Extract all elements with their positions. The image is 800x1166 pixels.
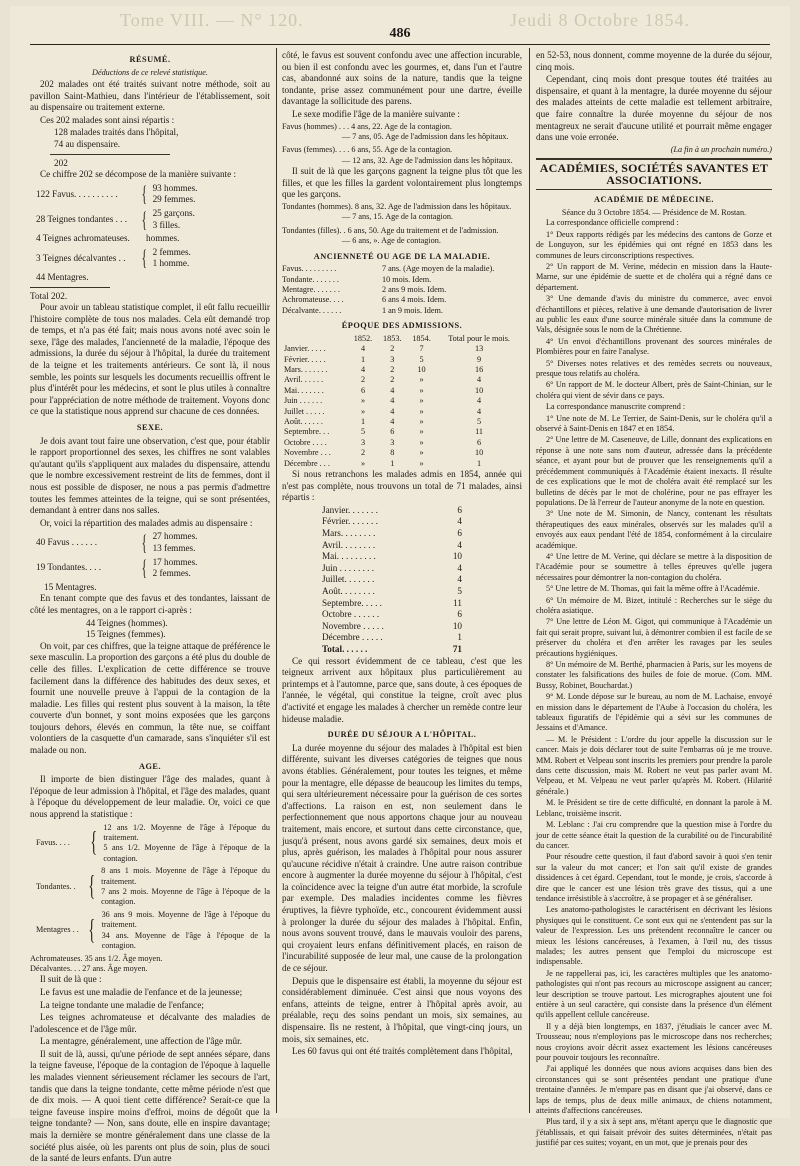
section-title-age: AGE. [138,761,162,771]
brace-glyph: { [88,871,95,903]
list-item: 2° Un rapport de M. Verine, médecin en mission dans la Haute-Marne, sur une épidémie de suette et de choléra qui a régné dans ce département. [536,261,772,292]
paragraph: La correspondance manuscrite comprend : [546,402,686,412]
month-label: Décembre . . . . . [322,632,383,643]
table-cell: 3 [360,437,366,447]
table-cell: 5 [419,354,424,364]
group-item: 7 ans 2 mois. Moyenne de l'âge à l'époque de la contagion. [101,887,270,907]
table-cell: 4 [390,417,395,427]
paragraph: Il suit de là que : [40,974,102,985]
table-cell: Mars. . . . . . . [284,365,328,375]
table-cell: Décembre . . . [284,458,330,468]
table-cell: Avril. . . . . . [284,375,324,385]
anciennete-value: 1 an 9 mois. Idem. [382,305,443,315]
paragraph: J'ai appliqué les données que nous avions acquises dans bien des circonstances qui se sont présentées pendant une pratique d'une trentaine d'années. Je m'empare pas en disant que j'ai observé, dans ce laps de temps, plus de deux mille animaux, de chiens notamment, atteints d'affections cancéreuses. [536,1064,772,1116]
month-row [282,540,462,552]
list-item: 2° Une lettre de M. Caseneuve, de Lille, donnant des explications en réponse à une note sans nom d'auteur, adressée dans la précédente séance, et ayant pour but de prouver que les renseignements qu'il a précédemment communiqués à l'Académie étaient inexacts. Il résulte de ces explications que le mot de choléra avait été remplacé sur les bulletins de décès par le mot de cholérine, pour ne pas effrayer les populations. De là l'erreur de l'auteur anonyme de la note en question. [536,435,772,507]
month-label: Mai. . . . . . . . . [322,551,376,562]
total-line: Total 202. [30,290,68,301]
paragraph: Le sexe modifie l'âge de la manière suivante : [292,108,460,119]
table-cell: » [419,427,424,437]
table-cell: 6 [477,437,482,447]
table-cell: » [360,406,366,416]
suite-note: (La fin à un prochain numéro.) [670,144,772,154]
page-number: 486 [389,26,411,41]
month-value: 6 [457,609,462,620]
table-cell: 4 [390,385,395,395]
paragraph: Les anatomo-pathologistes le caractérisent en décrivant les lésions physiques qui le constituent. Ce sont eux qui ne s'entendent pas sur la valeur de l'expression. Les uns prétendent reconnaître le cancer ou mieux les lésions cancéreuses, à l'examen, à l'œil nu, des tissus malades; les autres pensent que l'emploi du microscope est indispensable. [536,905,772,967]
decalv-line: Décalvantes. . . 27 ans. Âge moyen. [30,963,148,973]
month-value: 4 [457,562,462,573]
paragraph: Plus tard, il y a six à sept ans, m'étant aperçu que le diagnostic que j'établissais, et qui faisait prévoir des suites déterminées, n'était pas justifié par ces suites; voyant, en un mot, que je prenais pour des [536,1117,772,1148]
month-value: 10 [452,551,462,562]
month-row [282,632,462,644]
table-cell: 2 [390,365,395,375]
anciennete-row [282,285,522,295]
table-cell: Octobre . . . . [284,437,327,447]
group-items [153,557,198,580]
table-row [282,459,522,469]
anciennete-row [282,275,522,285]
group-item: 25 garçons. [152,207,195,218]
section-rule [536,189,772,190]
month-value: 11 [453,597,462,608]
table-cell: 3 [390,354,395,364]
age-line: Favus (hommes) . . . 4 ans, 22. Age de la contagion. [282,121,452,131]
paragraph: La teigne tondante une maladie de l'enfance; [40,999,204,1010]
paragraph: La correspondance officielle comprend : [546,218,679,228]
list-item: 1° Deux rapports rédigés par les médecins des cantons de Gorze et de Longuyon, sur les épidémies qui ont régné en 1853 dans les communes de leurs circonscriptions respectives. [536,229,772,260]
paragraph: Le favus est une maladie de l'enfance et de la jeunesse; [40,986,243,997]
table-cell: 2 [390,344,395,354]
month-row [282,516,462,528]
tondantes-filles [282,226,522,247]
table-cell: 5 [360,427,366,437]
header-rule [30,44,770,45]
list-item: 4° Une lettre de M. Verine, qui déclare se mettre à la disposition de l'Académie pour se soumettre à telles épreuves qu'elle jugera nécessaires pour démontrer la non-contagion du choléra. [536,551,772,582]
total-value: 71 [452,644,462,654]
paragraph: Pour avoir un tableau statistique complet, il eût fallu recueillir l'histoire complète de tous nos malades. Cela eût demandé trop de temps, et n'a pas été fait; mais nous avons noté avec soin le sexe, l'âge des malades, l'ancienneté de la maladie, l'époque des admissions, la durée du séjour à l'hôpital, la durée du traitement de la teigne et les traitements antérieurs. Ce sont là, il nous semble, les points sur lesquels les documents recueillis offrent le plus d'intérêt pour les médecins, et sont le plus utiles à connaître pour l'appréciation de notre méthode de traitement. Voyons donc ce que la statistique nous apprend sur chacune de ces données. [30,302,270,417]
month-value: 5 [457,586,462,597]
age-line: Favus (femmes). . . . 6 ans, 55. Age de la contagion. [282,145,453,155]
paragraph: Pour résoudre cette question, il faut d'abord savoir à quoi s'en tenir sur la valeur du mot cancer; et l'on sait qu'il existe de grandes dissidences à cet égard. Cependant, tout le monde, je crois, s'accorde à dire que le cancer est une lésion très grave des tissus, qui a une tendance irrésistible à s'accroître, à se propager et à se généraliser. [536,852,772,903]
table-cell: Septembre. . . [284,427,330,437]
anciennete-row [282,295,522,305]
month-label: Mars. . . . . . . . [322,528,376,539]
group-item: 29 femmes. [152,194,196,205]
table-row [282,407,522,417]
group-item: hommes. [146,233,180,244]
anciennete-value: 7 ans. (Age moyen de la maladie). [382,264,495,274]
group-item: 17 hommes. [152,556,198,567]
month-value: 6 [457,504,462,515]
seance-line: Séance du 3 Octobre 1854. — Présidence de M. Rostan. [561,207,747,217]
age-line: — 6 ans, ». Age de contagion. [342,236,441,246]
tondantes-garcons [282,202,522,223]
group-label: 40 Favus . . . . . . [36,537,97,548]
table-cell: 4 [477,406,482,416]
group-label: 3 Teignes décalvantes . . [36,252,126,263]
paragraph: Il importe de bien distinguer l'âge des malades, quant à l'époque de leur admission à l'hôpital, et l'âge des malades, quant à l'époque du développement de leur maladie. Or, voici ce que nous apprend la statistique : [30,774,270,820]
table-header-cell: 1854. [412,333,431,343]
month-label: Octobre . . . . . . [322,609,380,620]
repartition-item: 74 au dispensaire. [54,138,121,149]
table-cell: 13 [474,344,484,354]
brace-glyph: { [141,555,147,581]
brace-glyph: { [141,181,147,207]
group-label: 122 Favus. . . . . . . . . . [36,188,118,199]
section-rule [536,158,772,160]
list-item: 7° Une lettre de Léon M. Gigot, qui communique à l'Académie un fait qui serait propre, suivant lui, à démontrer combien il est facile de se préserver du choléra et d'en arrêter les ravages par les seules précautions hygiéniques. [536,617,772,658]
table-cell: 2 [390,375,395,385]
list-item: 1° Une note de M. Le Terrier, de Saint-Denis, sur le choléra qu'il a observé à Saint-Denis en 1847 et en 1854. [536,413,772,434]
group-items [101,866,270,908]
table-cell: » [419,458,424,468]
admissions-table [282,334,522,469]
repartition-list [30,127,270,150]
table-cell: 7 [419,344,424,354]
table-cell: Février. . . . . [284,354,326,364]
age-line: — 7 ans, 15. Age de la contagion. [342,212,453,222]
mentagres-line: 15 Mentagres. [44,581,97,592]
ratio-line: 44 Teignes (hommes). [86,617,168,628]
table-cell: 4 [390,396,395,406]
table-cell: » [419,417,424,427]
table-cell: 4 [360,365,366,375]
group-items [146,233,179,245]
list-item: 5° Une lettre de M. Thomas, qui fait la même offre à l'Académie. [546,584,760,594]
table-header-cell [282,334,348,344]
paragraph: Je dois avant tout faire une observation, c'est que, pour établir le rapport proportionnel des sexes, les chiffres ne sont valables qu'autant qu'ils s'appliquent aux malades du dispensaire, attendu que le nombre excessivement restreint de lits de femmes, dont il nous est possible de disposer, ne nous a pas permis d'admettre toutes les femmes atteintes de la teigne, qui se sont présentées, demandant à entrer dans nos salles. [30,435,270,516]
achrom-line: Achromateuses. 35 ans 1/2. Âge moyen. [30,953,163,963]
group-label: Mentagres . . [36,925,79,935]
group-item: 13 femmes. [152,542,196,553]
total-label: Total. . . . . . [322,644,368,654]
table-row [282,438,522,448]
month-row [282,586,462,598]
table-cell: » [419,375,424,385]
brace-group [36,208,270,231]
group-label: Tondantes. . [36,881,76,891]
group-item: 36 ans 9 mois. Moyenne de l'âge à l'époque du traitement. [101,909,270,930]
dispensaire-list [30,531,270,579]
table-cell: 1 [360,354,366,364]
brace-group [36,247,270,270]
table-row [282,386,522,396]
list-item: 3° Une note de M. Simonin, de Nancy, contenant les résultats thérapeutiques des eaux minérales, observés sur les malades qu'il a envoyés aux eaux pendant l'été de 1854, conformément à la circulaire académique. [536,509,772,550]
age-line: — 12 ans, 32. Age de l'admission dans les hôpitaux. [342,155,513,165]
table-cell: Mai. . . . . . . [284,385,324,395]
column-divider [529,48,530,1113]
month-value: 4 [457,539,462,550]
group-item: 5 ans 1/2. Moyenne de l'âge à l'époque de la contagion. [103,843,270,863]
table-cell: 2 [360,375,366,385]
table-cell: 10 [474,385,484,395]
list-item: 6° Un mémoire de M. Bizet, intitulé : Recherches sur le siège du choléra asiatique. [536,595,772,615]
paragraph: Ce qui ressort évidemment de ce tableau, c'est que les teigneux arrivent aux hôpitaux plus particulièrement au printemps et à l'automne, parce que, sans doute, à ces époques de l'année, le végétal, qui constitue la teigne, croît avec plus d'activité et engage les malades à chercher un remède contre leur hideuse maladie. [282,655,522,724]
brace-group [36,233,270,245]
table-row [282,365,522,375]
group-label: 4 Teignes achromateuses. [36,233,130,244]
decomposition-list [30,183,270,284]
anciennete-label: Favus. . . . . . . . . [282,264,337,274]
table-cell: » [360,396,366,406]
table-cell: 6 [360,385,366,395]
paragraph: en 52-53, nous donnent, comme moyenne de la durée du séjour, cinq mois. [536,50,772,72]
group-items [153,531,198,554]
list-item: 8° Un mémoire de M. Berthé, pharmacien à Paris, sur les moyens de constater les falsifications des huiles de foie de morue. (Com. MM. Bussy, Robinet, Bouchardat.) [536,660,772,690]
favus-femmes [282,145,522,166]
academie-subheading: ACADÉMIE DE MÉDECINE. [594,195,714,205]
group-item: 27 hommes. [152,531,198,542]
monthly-totals [282,505,522,644]
brace-glyph: { [141,245,147,271]
group-item: 2 femmes. [152,246,191,257]
month-value: 4 [457,516,462,527]
repartition-item: 128 malades traités dans l'hôpital, [54,127,179,138]
month-value: 10 [452,620,462,631]
sum-rule [30,287,110,288]
favus-hommes [282,122,522,143]
list-item: 3° Une demande d'avis du ministre du commerce, avec envoi d'échantillons et pièces, relative à une demande d'autorisation de livrer au public les eaux d'une source minérale située dans la commune de Vals, désignée sous le nom de la Chrétienne. [536,294,772,335]
anciennete-row [282,306,522,316]
month-value: 1 [457,632,462,643]
section-title-epoque: ÉPOQUE DES ADMISSIONS. [341,321,463,331]
group-item: 3 filles. [152,219,181,230]
table-cell: Juillet . . . . . [284,406,325,416]
paragraph: Les teignes achromateuse et décalvante des maladies de l'adolescence et de l'âge mûr. [30,1012,270,1034]
table-cell: » [419,406,424,416]
month-label: Août. . . . . . . . [322,586,375,597]
paragraph: La mentagre, généralement, une affection de l'âge mûr. [40,1036,242,1047]
anciennete-label: Achromateuse. . . . [282,295,344,305]
month-value: 4 [457,574,462,585]
left-column [30,50,270,1166]
paragraph: 202 malades ont été traités suivant notre méthode, soit au pavillon Saint-Mathieu, dans l'intérieur de l'établissement, soit au dispensaire ou traitement externe. [30,79,270,113]
table-row [282,355,522,365]
paragraph: — M. le Président : L'ordre du jour appelle la discussion sur le cancer. Mais je dois déclarer tout de suite l'embarras où je me trouve. MM. Robert et Velpeau sont inscrits les premiers pour prendre la parole dans cette discussion, mais M. Robert ne veut pas parler avant M. Velpeau, et M. Velpeau ne veut parler qu'après M. Robert. (Hilarité générale.) [536,734,772,796]
paragraph: Ce chiffre 202 se décompose de la manière suivante : [40,169,237,180]
table-cell: 9 [477,354,482,364]
month-label: Juin . . . . . . . . [322,562,375,573]
paragraph: Il y a déjà bien longtemps, en 1837, j'étudiais le cancer avec M. Trousseau; nous n'employions pas le microscope dans nos recherches; nous croyions avoir décrit assez exactement les lésions cancéreuses pour pouvoir toujours les reconnaître. [536,1021,772,1063]
paragraph: Ces 202 malades sont ainsi répartis : [40,114,175,125]
table-cell: 1 [360,417,366,427]
month-label: Septembre. . . . . [322,597,382,608]
brace-group [36,557,270,580]
section-title-anciennete: ANCIENNETÉ OU AGE DE LA MALADIE. [313,251,491,261]
group-items [102,910,270,952]
table-header-cell: Total pour le mois. [448,333,510,343]
table-cell: » [419,437,424,447]
list-item: 6° Un rapport de M. le docteur Albert, près de Saint-Chinian, sur le choléra qui vient de sévir dans ce pays. [536,380,772,400]
paragraph: M. Leblanc : J'ai cru comprendre que la question mise à l'ordre du jour de cette séance était la question de la curabilité ou de l'incurabilité du cancer. [536,820,772,850]
academies-heading: ACADÉMIES, SOCIÉTÉS SAVANTES ET ASSOCIATIONS. [539,161,769,187]
paragraph: M. le Président se tire de cette difficulté, en donnant la parole à M. Leblanc, troisième inscrit. [536,798,772,818]
table-cell: 4 [477,375,482,385]
resume-subtitle: Déductions de ce relevé statistique. [92,67,208,77]
group-items [153,247,191,270]
anciennete-label: Mentagre. . . . . . . [282,285,340,294]
list-item: 5° Diverses notes relatives et des remèdes secrets ou nouveaux, presque tous relatifs au choléra. [536,358,772,379]
age-line: Tondantes (hommes). 8 ans, 32. Age de l'admission dans les hôpitaux. [282,201,512,211]
section-title-resume: RÉSUMÉ. [129,55,171,64]
month-label: Janvier. . . . . . . [322,504,378,515]
month-row [282,574,462,586]
age-line: — 7 ans, 05. Age de l'admission dans les hôpitaux. [342,131,509,141]
table-cell: 1 [477,458,482,468]
middle-column [282,50,522,1059]
correspondance-officielle-list [536,230,772,402]
list-item: 9° M. Londe dépose sur le bureau, au nom de M. Lachaise, envoyé en mission dans le département de l'Aube à l'occasion du choléra, les tableaux figuratifs de l'épidémie qui a sévi sur les communes de Jessains et d'Amance. [536,692,772,733]
month-row [282,505,462,517]
right-column [536,50,772,1150]
list-item: 4° Un envoi d'échantillons provenant des sources minérales de Plombières pour en faire l'analyse. [536,336,772,357]
section-title-duree: DURÉE DU SÉJOUR A L'HÔPITAL. [327,730,477,740]
sum-rule [50,154,170,155]
brace-glyph: { [141,529,147,555]
table-header-cell: 1853. [383,333,402,343]
group-label: 19 Tondantes. . . . [36,562,102,573]
anciennete-label: Tondante. . . . . . . [282,274,339,284]
ages-list [30,823,270,952]
paragraph: On voit, par ces chiffres, que la teigne attaque de préférence le sexe masculin. La proportion des garçons a été plus du double de celle des filles. L'explication de cette différence se trouve facilement dans la différence des habitudes des deux sexes, et fournit une nouvelle preuve à l'appui de la contagion de la maladie. Les filles qui restent plus souvent à la maison, la tête couverte d'un bonnet, y sont moins exposées que les garçons toujours dehors, élevés en commun, la tête nue, se coiffant volontiers de la casquette d'un camarade, sans s'inquiéter s'il est malade ou non. [30,640,270,756]
table-row [282,396,522,406]
age-group [36,910,270,952]
month-row [282,551,462,563]
paragraph: Cependant, cinq mois dont presque toutes été traitées au dispensaire, et quant à la mentagre, la durée moyenne du séjour des malades atteints de cette maladie est tellement arbitraire, que faire connaître la durée moyenne du séjour de nos mentagreux ne serait d'aucune utilité et pourrait même engager dans une voie erronée. [536,74,772,143]
group-label: 44 Mentagres. [36,271,89,282]
table-cell: 11 [475,427,484,437]
group-item: 34 ans. Moyenne de l'âge à l'époque de la contagion. [101,930,270,951]
paragraph: Je ne rappellerai pas, ici, les caractères multiples que les anatomo-pathologistes qui n'ont pas recours au microscope assignent au cancer; leur description se trouve partout. Les micrographes ajoutent une foi entière à un seul caractère, qui consiste dans la présence d'un élément qu'ils appellent cellule cancéreuse. [536,968,772,1020]
brace-glyph: { [90,827,98,859]
table-cell: 1 [390,458,395,468]
anciennete-row [282,264,522,274]
table-body [282,344,522,469]
anciennete-value: 6 ans 4 mois. Idem. [382,295,447,305]
group-items [153,183,198,206]
table-cell: » [360,458,366,468]
table-row [282,375,522,385]
month-row [282,621,462,633]
paragraph: La durée moyenne du séjour des malades à l'hôpital est bien différente, suivant les diverses catégories de teignes que nous avons établies. Généralement, pour toutes les teignes, et même pour la mentagre, elle dépasse de beaucoup les limites du temps, qui sera ultérieurement nécessaire pour la guérison de ces sortes d'affections. La raison en est, non seulement dans le perfectionnement que nous apportons chaque jour au nouveau traitement, mais encore, et surtout dans cette circonstance, que, jusqu'à présent, nous avons gardé six semaines, deux mois et plus, après guérison, les malades à l'hôpital pour nous assurer qu'aucune récidive n'était à craindre. Une autre raison contribue encore à augmenter la durée moyenne du séjour à l'hôpital, c'est la coïncidence avec la teigne d'un autre état morbide, la scrofule par exemple. Des maladies incidentes comme les fièvres éruptives, la fièvre typhoïde, etc., concourent évidemment aussi à prolonger la durée du séjour des malades à l'hôpital. Enfin, nous avons souvent trouvé, dans le mauvais vouloir des parens, qui croyaient leurs enfans définitivement placés, en raison de l'incurabilité supposée de leur mal, une cause de la prolongation de ce séjour. [282,742,522,974]
month-label: Avril. . . . . . . . [322,539,376,550]
month-row [282,528,462,540]
table-cell: 4 [477,396,482,406]
correspondance-manuscrite-list [536,414,772,734]
table-cell: 10 [474,448,484,458]
group-item: 12 ans 1/2. Moyenne de l'âge à l'époque du traitement. [103,822,270,843]
table-cell: 16 [474,365,484,375]
total-row [282,644,462,656]
total-202: 202 [54,157,68,168]
table-cell: Août. . . . . . [284,417,323,427]
table-row [282,448,522,458]
paragraph: Il suit de là que les garçons gagnent la teigne plus tôt que les filles, et que les filles la gardent volontairement plus longtemps que les garçons. [282,166,522,200]
table-header-cell: 1852. [353,333,373,343]
table-header-row [282,334,522,344]
brace-group [36,183,270,206]
ratio-line: 15 Teignes (femmes). [86,629,166,640]
paragraph: Or, voici la répartition des malades admis au dispensaire : [40,517,253,528]
brace-group [36,272,270,284]
brace-glyph: { [88,914,96,946]
table-cell: 10 [417,365,426,375]
anciennete-list [282,264,522,316]
group-items [153,208,195,231]
paragraph: En tenant compte que des favus et des tondantes, laissant de côté les mentagres, on a le rapport ci-après : [30,593,270,615]
month-row [282,563,462,575]
section-title-sexe: SEXE. [136,423,164,433]
column-divider [276,48,277,1113]
group-item: 93 hommes. [152,182,198,193]
paragraph: côté, le favus est souvent confondu avec une affection incurable, ou bien il est confondu avec les gourmes, et, dans l'un et l'autre cas, abandonné aux soins de la nature, tandis que la teigne tondante, prise assez communément pour une dartre, éveille davantage la sollicitude des parens. [282,50,522,107]
month-row [282,609,462,621]
table-cell: Novembre . . . [284,448,331,458]
group-item: 2 femmes. [152,568,191,579]
table-cell: Janvier. . . . . [284,344,326,354]
table-cell: 6 [390,427,395,437]
month-value: 6 [457,528,462,539]
paragraph: Si nous retranchons les malades admis en 1854, année qui n'est pas complète, nous trouvons un total de 71 malades, ainsi répartis : [282,469,522,503]
month-label: Novembre . . . . . [322,620,384,631]
table-cell: 2 [360,448,366,458]
table-row [282,344,522,354]
table-cell: 4 [390,406,395,416]
group-items [103,823,270,865]
group-item: 8 ans 1 mois. Moyenne de l'âge à l'époque du traitement. [101,866,270,886]
anciennete-label: Décalvante. . . . . . [282,305,342,315]
month-label: Février. . . . . . . [322,516,378,527]
month-label: Juillet. . . . . . . [322,574,375,585]
group-label: Favus. . . . [36,838,70,848]
paragraph: Il suit de là, aussi, qu'une période de sept années sépare, dans la teigne faveuse, l'époque de la contagion de l'époque à laquelle les malades viennent sérieusement réclamer les secours de l'art, tandis que dans la teigne tondante, cette même période n'est que de dix mois. — A quoi tient cette différence? Serait-ce que la teigne faveuse inspire moins d'effroi, moins de dégoût que la teigne tondante? — Non, sans doute, elle en inspire davantage; mais la dernière se montre généralement dans une classe de la société plus aisée, où les parents ont plus de soin, plus de souci de la santé de leurs enfants. D'un autre [30,1048,270,1164]
brace-group [36,531,270,554]
age-group [36,866,270,908]
paragraph: Depuis que le dispensaire est établi, la moyenne du séjour est considérablement diminuée. C'est ainsi que nous voyons des enfans, atteints de teigne, entrer à l'hôpital après avoir, au préalable, reçu des soins pendant un mois, six semaines, au dispensaire. Ils ne restent, à l'hôpital, que vingt-cinq jours, un mois, six semaines, etc. [282,975,522,1044]
table-row [282,417,522,427]
table-cell: Juin . . . . . . [284,396,323,406]
ghost-header-left: Tome VIII. — N° 120. [120,10,304,30]
month-row [282,598,462,610]
group-item: 1 homme. [152,258,190,269]
newspaper-page [10,6,790,1164]
table-cell: 8 [390,448,395,458]
table-cell: 4 [360,344,366,354]
age-group [36,823,270,865]
table-cell: 3 [390,437,395,447]
table-cell: » [419,385,424,395]
ghost-header-right: Jeudi 8 Octobre 1854. [510,10,690,30]
anciennete-value: 2 ans 9 mois. Idem. [382,285,447,294]
table-cell: 5 [477,417,482,427]
anciennete-value: 10 mois. Idem. [382,274,432,284]
group-label: 28 Teignes tondantes . . . [36,213,128,224]
paragraph: Les 60 favus qui ont été traités complètement dans l'hôpital, [292,1046,513,1057]
age-line: Tondantes (filles). . 6 ans, 50. Age du traitement et de l'admission. [282,225,499,235]
table-cell: » [419,396,424,406]
brace-glyph: { [141,206,147,232]
page-header [10,6,790,42]
table-row [282,427,522,437]
table-cell: » [419,448,424,458]
